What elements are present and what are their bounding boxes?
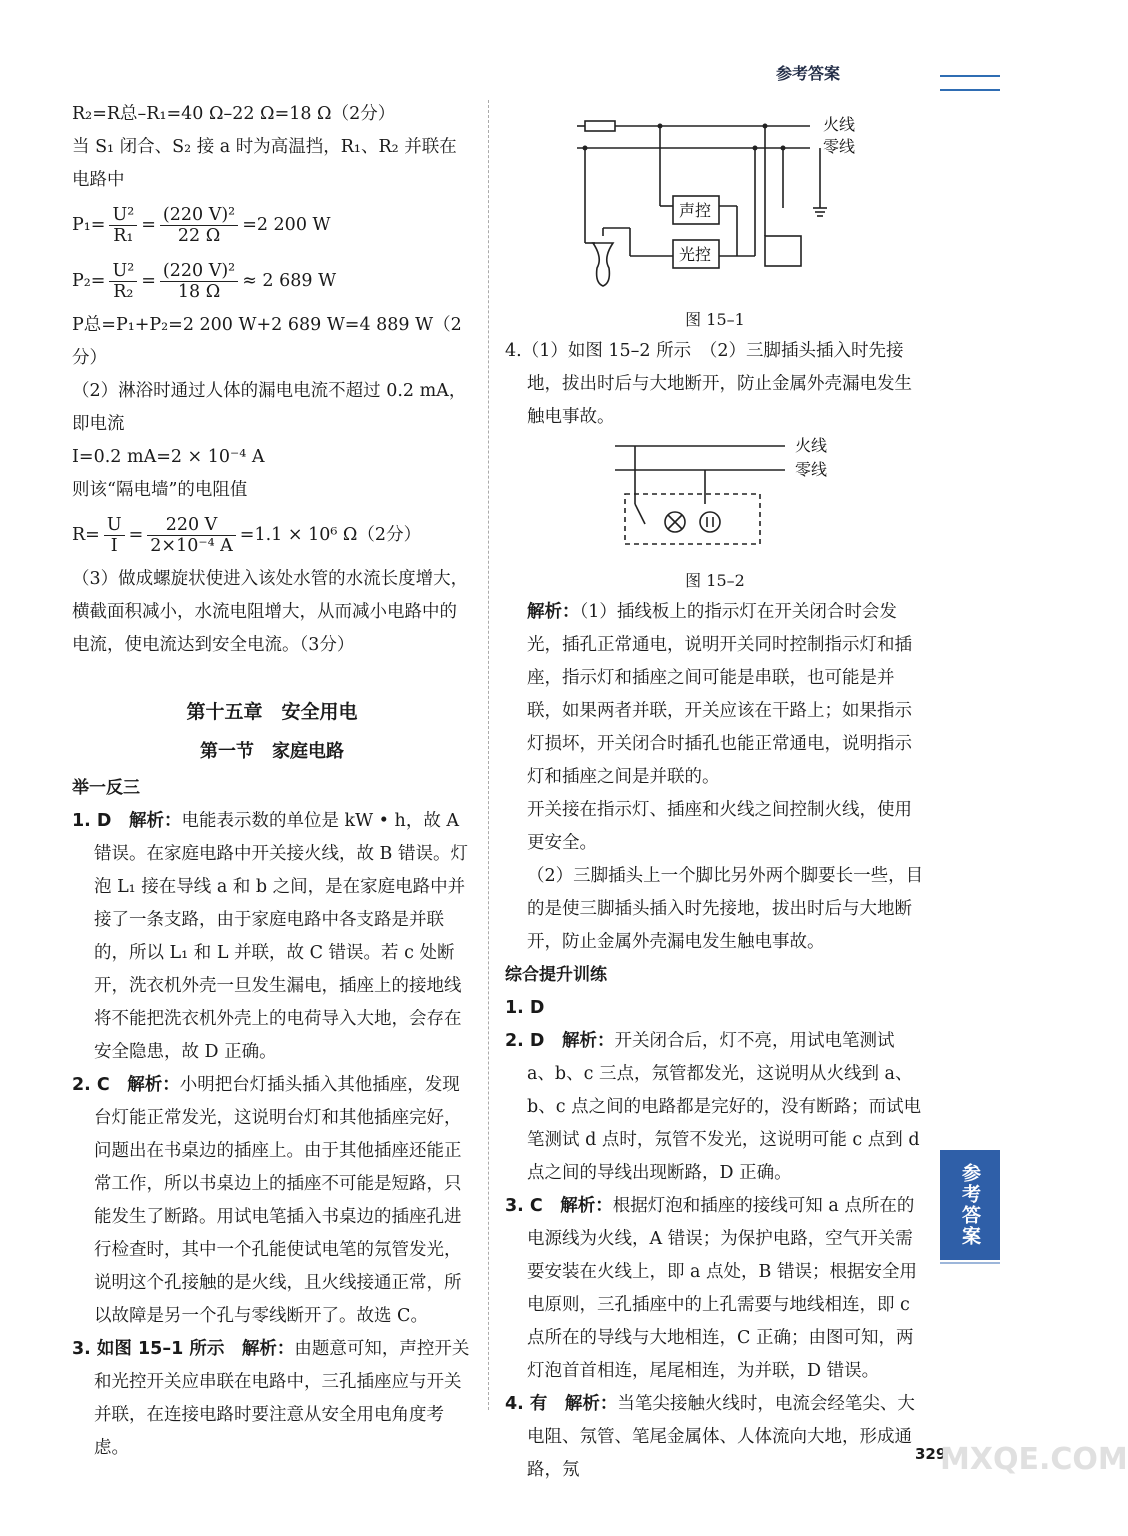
frac-num: (220 V)² bbox=[160, 205, 238, 226]
answer-label: 1. D 解析： bbox=[72, 811, 182, 831]
fig1-light-switch-label: 光控 bbox=[679, 245, 712, 264]
page-header bbox=[760, 55, 1000, 100]
fraction bbox=[109, 261, 137, 302]
figure-15-1-diagram bbox=[505, 108, 925, 293]
frac-den: 22 Ω bbox=[177, 226, 221, 246]
answer-item bbox=[505, 1025, 925, 1190]
left-column bbox=[72, 98, 472, 1465]
analysis-para: 开关接在指示灯、插座和火线之间控制火线，使用更安全。 bbox=[527, 800, 912, 853]
frac-den: 18 Ω bbox=[177, 282, 221, 302]
fraction bbox=[104, 515, 125, 556]
frac-num: (220 V)² bbox=[160, 261, 238, 282]
answer-text: 小明把台灯插头插入其他插座，发现台灯能正常发光，这说明台灯和其他插座完好，问题出在书桌边的插座上。由于其他插座还能正常工作，所以书桌边上的插座不可能是短路，只能发生了断路。用试电笔插入书桌边的插座孔进行检查时，其中一个孔能使试电笔的氖管发光，说明这个孔接触的是火线，且火线接通正常，所以故障是另一个孔与零线断开了。故选 C。 bbox=[94, 1075, 462, 1326]
eq-part: ≈ 2 689 W bbox=[242, 271, 337, 291]
fraction bbox=[160, 261, 238, 302]
frac-num: 220 V bbox=[147, 515, 236, 536]
frac-den: R₁ bbox=[113, 226, 134, 246]
fig1-sound-switch-label: 声控 bbox=[679, 201, 712, 220]
equation-p1 bbox=[72, 197, 472, 253]
right-column bbox=[505, 108, 925, 1487]
answer-item bbox=[505, 1388, 925, 1487]
answer-label: 解析： bbox=[527, 602, 580, 622]
answer-text: 由题意可知，声控开关和光控开关应串联在电路中，三孔插座应与开关并联，在连接电路时要注意从安全用电角度考虑。 bbox=[94, 1339, 470, 1458]
frac-num: U² bbox=[109, 261, 137, 282]
equation-r bbox=[72, 507, 472, 563]
text-line: I=0.2 mA=2 × 10⁻⁴ A bbox=[72, 447, 265, 467]
answer-item: 4.（1）如图 15–2 所示 （2）三脚插头插入时先接地，拔出时后与大地断开，防止金属外壳漏电发生触电事故。 bbox=[505, 341, 912, 427]
answer-text: （1）插线板上的指示灯在开关闭合时会发光，插孔正常通电，说明开关同时控制指示灯和插座，指示灯和插座之间可能是串联，也可能是并联，如果两者并联，开关应该在干路上；如果指示灯损坏，开关闭合时插孔也能正常通电，说明指示灯和插座之间是并联的。 bbox=[527, 602, 912, 787]
watermark: MXQE.COM bbox=[940, 1442, 1128, 1477]
answer-label: 4. 有 解析： bbox=[505, 1394, 618, 1414]
page-number: 329 bbox=[915, 1445, 947, 1463]
analysis-para bbox=[505, 596, 925, 794]
answer-text: 电能表示数的单位是 kW • h，故 A 错误。在家庭电路中开关接火线，故 B 错误。灯泡 L₁ 接在导线 a 和 b 之间，是在家庭电路中并接了一条支路，由于家庭电路中各支路是并联的，所以 L₁ 和 L 并联，故 C 错误。若 c 处断开，洗衣机外壳一旦发生漏电，插座上的接地线将不能把洗衣机外壳上的电荷导入大地，会存在安全隐患，故 D 正确。 bbox=[94, 811, 468, 1062]
header-decoration bbox=[940, 75, 1000, 91]
answer-label: 2. D 解析： bbox=[505, 1031, 615, 1051]
answer-text: 开关闭合后，灯不亮，用试电笔测试 a、b、c 三点，氖管都发光，这说明从火线到 a、b、c 点之间的电路都是完好的，没有断路；而试电笔测试 d 点时，氖管不发光，这说明可能 c 点到 d 点之间的导线出现断路，D 正确。 bbox=[527, 1031, 922, 1183]
side-tab: 参考答案 bbox=[940, 1150, 1000, 1260]
text-line: R₂=R总–R₁=40 Ω–22 Ω=18 Ω（2分） bbox=[72, 104, 396, 124]
eq-part: =2 200 W bbox=[242, 215, 331, 235]
answer-label: 3. C 解析： bbox=[505, 1196, 613, 1216]
figure-caption: 图 15–2 bbox=[685, 571, 745, 590]
subsection-label: 举一反三 bbox=[72, 778, 140, 798]
column-divider bbox=[488, 100, 489, 1410]
eq-part: = bbox=[128, 525, 144, 545]
answer-item bbox=[72, 1069, 472, 1333]
frac-den: I bbox=[110, 536, 118, 556]
frac-num: U² bbox=[109, 205, 137, 226]
answer-label: 3. 如图 15–1 所示 解析： bbox=[72, 1339, 295, 1359]
eq-part: P₁= bbox=[72, 215, 106, 235]
answer-text: 当笔尖接触火线时，电流会经笔尖、大电阻、氖管、笔尾金属体、人体流向大地，形成通路，氖 bbox=[527, 1394, 915, 1480]
answer-item bbox=[505, 1190, 925, 1388]
fig1-neutral-label: 零线 bbox=[823, 137, 856, 156]
equation-p2 bbox=[72, 253, 472, 309]
fig2-live-label: 火线 bbox=[795, 436, 828, 455]
fraction bbox=[109, 205, 137, 246]
figure-caption: 图 15–1 bbox=[685, 310, 745, 329]
text-line: （3）做成螺旋状使进入该处水管的水流长度增大，横截面积减小，水流电阻增大，从而减小电路中的电流，使电流达到安全电流。（3分） bbox=[72, 569, 469, 655]
side-tab-underline bbox=[940, 1262, 1000, 1264]
fig2-neutral-label: 零线 bbox=[795, 460, 828, 479]
fraction bbox=[160, 205, 238, 246]
text-line: 则该“隔电墙”的电阻值 bbox=[72, 480, 248, 500]
frac-den: R₂ bbox=[113, 282, 134, 302]
fig1-live-label: 火线 bbox=[823, 115, 856, 134]
frac-num: U bbox=[104, 515, 125, 536]
figure-15-2-diagram bbox=[505, 434, 925, 554]
subsection-label: 综合提升训练 bbox=[505, 965, 607, 985]
eq-part: R= bbox=[72, 525, 100, 545]
eq-part: = bbox=[141, 215, 156, 235]
answer-item: 1. D bbox=[505, 998, 545, 1018]
eq-part: = bbox=[141, 271, 156, 291]
section-title: 第一节 家庭电路 bbox=[200, 741, 344, 762]
analysis-para: （2）三脚插头上一个脚比另外两个脚要长一些，目的是使三脚插头插入时先接地，拔出时后与大地断开，防止金属外壳漏电发生触电事故。 bbox=[527, 866, 924, 952]
eq-part: P₂= bbox=[72, 271, 106, 291]
answer-text: 根据灯泡和插座的接线可知 a 点所在的电源线为火线，A 错误；为保护电路，空气开关需要安装在火线上，即 a 点处，B 错误；根据安全用电原则，三孔插座中的上孔需要与地线相连，即 c 点所在的导线与大地相连，C 正确；由图可知，两灯泡首首相连，尾尾相连，为并联，D 错误。 bbox=[527, 1196, 917, 1381]
chapter-title: 第十五章 安全用电 bbox=[186, 701, 358, 723]
answer-item bbox=[72, 805, 472, 1069]
answer-item bbox=[72, 1333, 472, 1465]
frac-den: 2×10⁻⁴ A bbox=[150, 536, 233, 556]
text-line: P总=P₁+P₂=2 200 W+2 689 W=4 889 W（2分） bbox=[72, 315, 462, 368]
answer-label: 2. C 解析： bbox=[72, 1075, 180, 1095]
text-line: （2）淋浴时通过人体的漏电电流不超过 0.2 mA，即电流 bbox=[72, 381, 467, 434]
fraction bbox=[147, 515, 236, 556]
text-line: 当 S₁ 闭合、S₂ 接 a 时为高温挡，R₁、R₂ 并联在电路中 bbox=[72, 137, 457, 190]
header-title: 参考答案 bbox=[776, 64, 841, 83]
eq-part: =1.1 × 10⁶ Ω（2分） bbox=[239, 525, 422, 545]
